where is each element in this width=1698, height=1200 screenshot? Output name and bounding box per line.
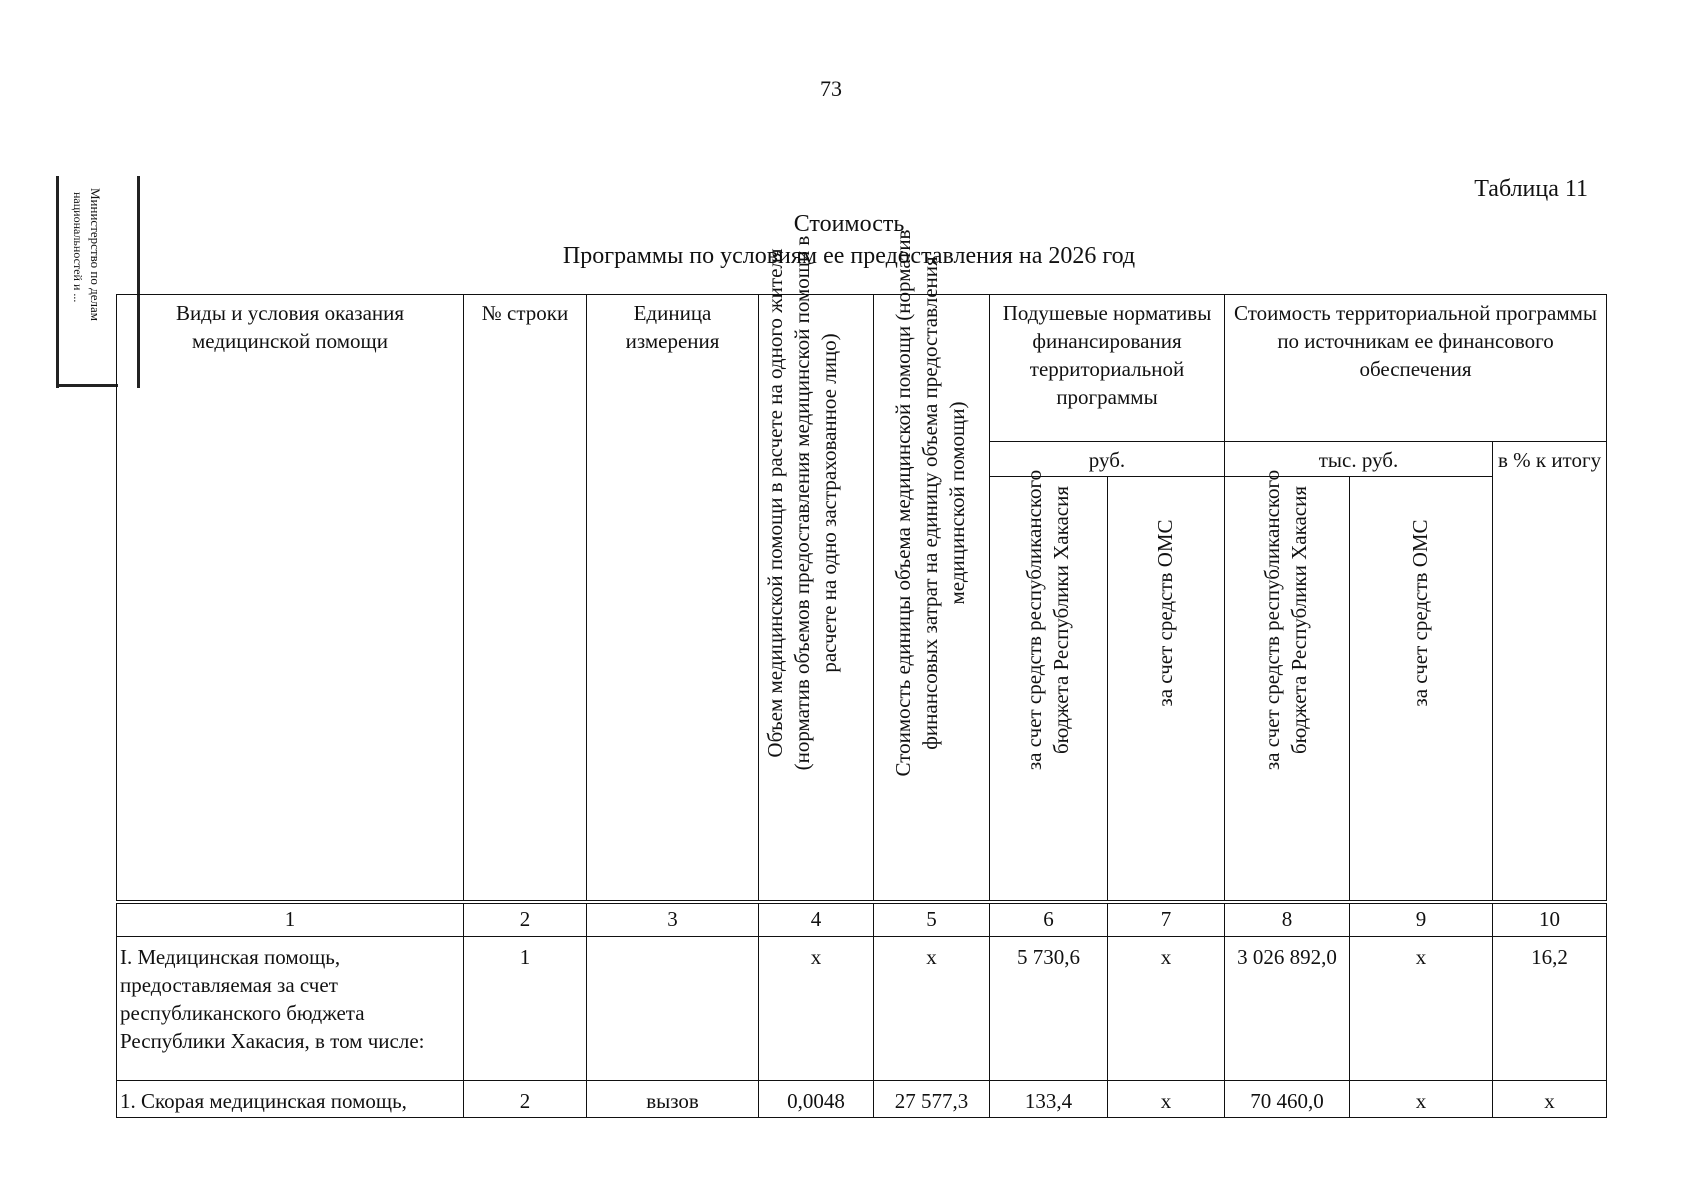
header-unit: Единица измерения [587,295,759,902]
header-volume-text: Объем медицинской помощи в расчете на одного жителя (норматив объемов предоставления медицинской помощи в расчете на одно застрахованное лицо) [763,235,841,770]
row-line-number: 1 [464,936,587,1080]
column-number: 8 [1225,902,1350,937]
title-line-1: Стоимость [793,211,905,237]
row-unit: вызов [587,1080,759,1118]
header-percent: в % к итогу [1493,442,1607,902]
header-cost-oms-text: за счет средств ОМС [1408,518,1432,707]
row-line-number: 2 [464,1080,587,1118]
row-name: 1. Скорая медицинская помощь, [117,1080,464,1118]
column-number-row [117,902,1607,937]
header-unit-cost-text: Стоимость единицы объема медицинской помощи (норматив финансовых затрат на единицу объема предоставления медицинской помощи) [890,229,969,776]
column-number: 3 [587,902,759,937]
row-cost-oms: х [1350,936,1493,1080]
table-label: Таблица 11 [1474,176,1588,202]
row-per-capita-budget: 133,4 [990,1080,1108,1118]
stamp-underline [58,384,118,387]
row-per-capita-oms: х [1108,1080,1225,1118]
row-unit-cost: 27 577,3 [874,1080,990,1118]
row-per-capita-budget: 5 730,6 [990,936,1108,1080]
row-volume: х [759,936,874,1080]
header-care-types: Виды и условия оказания медицинской помощи [117,295,464,902]
row-unit [587,936,759,1080]
header-per-capita-group: Подушевые нормативы финансирования территориальной программы [990,295,1225,442]
column-number: 7 [1108,902,1225,937]
row-percent: х [1493,1080,1607,1118]
row-cost-budget: 3 026 892,0 [1225,936,1350,1080]
header-thous-rub: тыс. руб. [1225,442,1493,477]
column-number: 5 [874,902,990,937]
header-per-capita-oms [1108,477,1225,902]
header-per-capita-budget [990,469,1108,902]
header-per-capita-oms-text: за счет средств ОМС [1153,518,1177,707]
row-cost-oms: х [1350,1080,1493,1118]
header-line-number: № строки [464,295,587,902]
column-number: 2 [464,902,587,937]
row-name: I. Медицинская помощь, предоставляемая за счет республиканского бюджета Республики Хакасия, в том числе: [117,936,464,1080]
header-cost-group: Стоимость территориальной программы по источникам ее финансового обеспечения [1225,295,1607,442]
row-per-capita-oms: х [1108,936,1225,1080]
document-title [0,208,1698,272]
header-unit-cost [874,229,990,902]
header-per-capita-budget-text: за счет средств республиканского бюджета Республики Хакасия [1021,469,1073,770]
row-cost-budget: 70 460,0 [1225,1080,1350,1118]
header-volume [759,235,874,902]
column-number: 6 [990,902,1108,937]
column-number: 10 [1493,902,1607,937]
table-row [117,936,1607,1080]
row-volume: 0,0048 [759,1080,874,1118]
header-cost-budget-text: за счет средств республиканского бюджета Республики Хакасия [1260,469,1311,770]
column-number: 9 [1350,902,1493,937]
title-line-2: Программы по условиям ее предоставления на 2026 год [562,243,1136,269]
row-percent: 16,2 [1493,936,1607,1080]
stamp-line-1: Министерство по делам [88,188,103,321]
header-cost-budget [1225,469,1350,902]
header-rub: руб. [990,442,1225,477]
column-number: 4 [759,902,874,937]
table-row [117,1080,1607,1118]
column-number: 1 [117,902,464,937]
row-unit-cost: х [874,936,990,1080]
page-number: 73 [820,76,842,101]
stamp-line-2: национальностей и ... [71,192,85,303]
header-cost-oms [1350,477,1493,902]
